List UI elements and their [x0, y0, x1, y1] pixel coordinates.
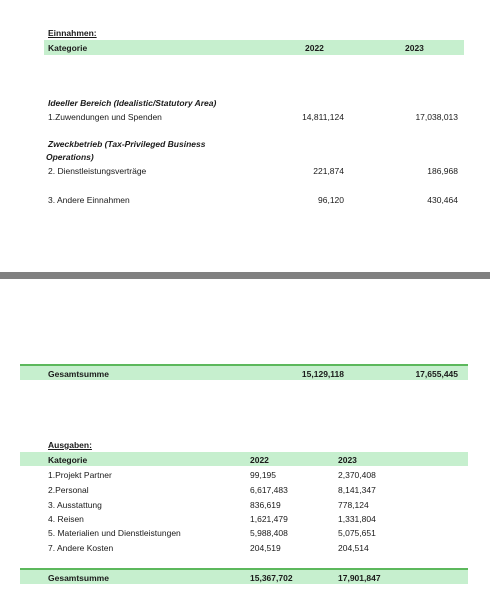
expenses-row-label: 3. Ausstattung	[48, 500, 102, 510]
expenses-total-label: Gesamtsumme	[48, 573, 109, 583]
income-row-2023: 186,968	[427, 166, 458, 176]
income-total-2022: 15,129,118	[301, 369, 344, 379]
income-section-zweckbetrieb-cont: Operations)	[46, 152, 94, 162]
expenses-row-label: 7. Andere Kosten	[48, 543, 114, 553]
income-header-row	[44, 40, 464, 55]
expenses-row-label: 4. Reisen	[48, 514, 84, 524]
page-separator	[0, 272, 490, 279]
income-header-2023: 2023	[405, 43, 424, 53]
expenses-row-2022: 5,988,408	[250, 528, 288, 538]
income-total-label: Gesamtsumme	[48, 369, 109, 379]
income-row-2022: 221,874	[313, 166, 344, 176]
expenses-row-2022: 99,195	[250, 470, 276, 480]
expenses-row-2023: 1,331,804	[338, 514, 376, 524]
expenses-title: Ausgaben:	[48, 440, 92, 450]
expenses-total-2022: 15,367,702	[250, 573, 293, 583]
income-section-zweckbetrieb: Zweckbetrieb (Tax-Privileged Business	[48, 139, 206, 149]
expenses-row-label: 5. Materialien und Dienstleistungen	[48, 528, 181, 538]
income-total-2023: 17,655,445	[415, 369, 458, 379]
income-row-2023: 430,464	[427, 195, 458, 205]
expenses-row-2022: 1,621,479	[250, 514, 288, 524]
income-header-2022: 2022	[305, 43, 324, 53]
income-row-2023: 17,038,013	[415, 112, 458, 122]
expenses-header-category: Kategorie	[48, 455, 88, 465]
income-header-category: Kategorie	[48, 43, 88, 53]
expenses-header-2022: 2022	[250, 455, 269, 465]
expenses-row-2023: 778,124	[338, 500, 369, 510]
income-row-label: 2. Dienstleistungsverträge	[48, 166, 147, 176]
expenses-row-2023: 8,141,347	[338, 485, 376, 495]
expenses-row-2023: 5,075,651	[338, 528, 376, 538]
income-row-2022: 96,120	[318, 195, 344, 205]
income-title: Einnahmen:	[48, 28, 97, 38]
expenses-row-2023: 204,514	[338, 543, 369, 553]
expenses-row-label: 1.Projekt Partner	[48, 470, 112, 480]
expenses-row-2022: 204,519	[250, 543, 281, 553]
expenses-row-2022: 6,617,483	[250, 485, 288, 495]
expenses-row-2023: 2,370,408	[338, 470, 376, 480]
income-row-2022: 14,811,124	[302, 112, 344, 122]
income-section-ideeller: Ideeller Bereich (Idealistic/Statutory Area)	[48, 98, 217, 108]
income-row-label: 3. Andere Einnahmen	[48, 195, 130, 205]
expenses-header-2023: 2023	[338, 455, 357, 465]
expenses-row-label: 2.Personal	[48, 485, 89, 495]
expenses-total-2023: 17,901,847	[338, 573, 381, 583]
income-row-label: 1.Zuwendungen und Spenden	[48, 112, 162, 122]
expenses-row-2022: 836,619	[250, 500, 281, 510]
